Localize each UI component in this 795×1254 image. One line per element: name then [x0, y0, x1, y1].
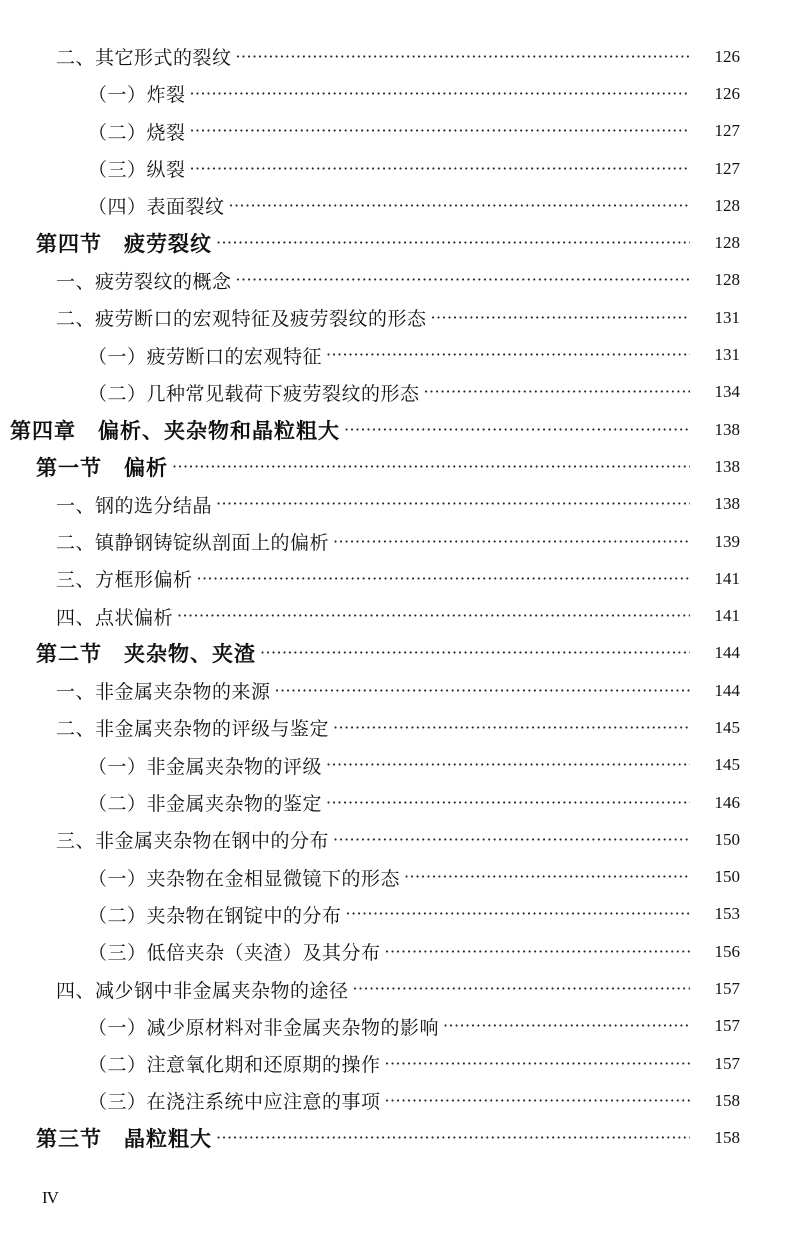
- dot-leader: [236, 46, 690, 68]
- toc-entry-title: 三、非金属夹杂物在钢中的分布: [56, 830, 330, 853]
- toc-entry-subitem: [0, 150, 795, 187]
- dot-leader: [385, 941, 690, 963]
- toc-entry-page-number: 145: [714, 755, 740, 775]
- toc-entry-title: （三）纵裂: [88, 159, 186, 182]
- toc-entry-page-number: 138: [714, 456, 740, 476]
- toc-entry-subitem: [0, 374, 795, 411]
- toc-entry-page-number: 157: [714, 1016, 740, 1036]
- toc-entry-item: [0, 486, 795, 523]
- toc-entry-title: 四、减少钢中非金属夹杂物的途径: [56, 979, 349, 1002]
- page-folio: IV: [42, 1188, 58, 1207]
- toc-entry-title: （二）注意氧化期和还原期的操作: [88, 1054, 381, 1077]
- dot-leader: [385, 1090, 690, 1112]
- toc-entry-title: 第三节 晶粒粗大: [36, 1126, 212, 1152]
- toc-entry-page-number: 150: [714, 867, 740, 887]
- toc-entry-page-number: 150: [714, 829, 740, 849]
- dot-leader: [216, 1127, 690, 1149]
- toc-entry-section: [0, 635, 795, 672]
- dot-leader: [333, 531, 690, 553]
- toc-entry-title: （一）非金属夹杂物的评级: [88, 755, 323, 778]
- toc-entry-page-number: 158: [714, 1128, 740, 1148]
- dot-leader: [275, 680, 690, 702]
- dot-leader: [197, 568, 690, 590]
- toc-entry-item: [0, 560, 795, 597]
- dot-leader: [236, 269, 690, 291]
- toc-entry-page-number: 157: [714, 979, 740, 999]
- dot-leader: [177, 605, 690, 627]
- dot-leader: [404, 866, 690, 888]
- dot-leader: [326, 792, 690, 814]
- toc-entry-title: （一）夹杂物在金相显微镜下的形态: [88, 867, 401, 890]
- toc-entry-subitem: [0, 113, 795, 150]
- toc-entry-page-number: 157: [714, 1053, 740, 1073]
- toc-entry-title: 一、非金属夹杂物的来源: [56, 681, 271, 704]
- dot-leader: [431, 307, 690, 329]
- dot-leader: [216, 232, 690, 254]
- toc-entry-page-number: 158: [714, 1090, 740, 1110]
- toc-entry-page-number: 128: [714, 233, 740, 253]
- toc-entry-title: 二、非金属夹杂物的评级与鉴定: [56, 718, 330, 741]
- toc-entry-page-number: 144: [714, 680, 740, 700]
- dot-leader: [190, 158, 690, 180]
- toc-entry-title: 四、点状偏析: [56, 606, 174, 629]
- dot-leader: [353, 978, 690, 1000]
- toc-entry-section: [0, 448, 795, 485]
- toc-entry-title: （一）减少原材料对非金属夹杂物的影响: [88, 1016, 440, 1039]
- toc-entry-subitem: [0, 859, 795, 896]
- toc-entry-page-number: 156: [714, 941, 740, 961]
- toc-entry-page-number: 144: [714, 643, 740, 663]
- toc-entry-title: （二）几种常见载荷下疲劳裂纹的形态: [88, 382, 420, 405]
- toc-entry-item: [0, 38, 795, 75]
- toc-entry-title: 三、方框形偏析: [56, 569, 193, 592]
- toc-entry-page-number: 126: [714, 83, 740, 103]
- toc-entry-chapter: [0, 411, 795, 448]
- toc-entry-page-number: 134: [714, 382, 740, 402]
- toc-entry-subitem: [0, 896, 795, 933]
- toc-entry-title: （三）低倍夹杂（夹渣）及其分布: [88, 942, 381, 965]
- toc-entry-page-number: 139: [714, 531, 740, 551]
- toc-entry-title: 二、疲劳断口的宏观特征及疲劳裂纹的形态: [56, 308, 427, 331]
- toc-entry-page-number: 128: [714, 195, 740, 215]
- dot-leader: [385, 1053, 690, 1075]
- dot-leader: [346, 903, 690, 925]
- toc-entry-subitem: [0, 933, 795, 970]
- dot-leader: [229, 195, 690, 217]
- toc-entry-title: （一）炸裂: [88, 84, 186, 107]
- toc-entry-item: [0, 299, 795, 336]
- toc-entry-title: 第二节 夹杂物、夹渣: [36, 641, 256, 667]
- toc-entry-section: [0, 224, 795, 261]
- toc-entry-subitem: [0, 75, 795, 112]
- toc-entry-title: 二、镇静钢铸锭纵剖面上的偏析: [56, 532, 330, 554]
- toc-entry-title: （三）在浇注系统中应注意的事项: [88, 1091, 381, 1114]
- toc-entry-subitem: [0, 1082, 795, 1119]
- toc-entry-subitem: [0, 1008, 795, 1045]
- toc-entry-page-number: 131: [714, 307, 740, 327]
- toc-entry-subitem: [0, 747, 795, 784]
- dot-leader: [344, 419, 690, 441]
- toc-entry-title: （二）烧裂: [88, 121, 186, 144]
- dot-leader: [326, 754, 690, 776]
- toc-entry-title: 第一节 偏析: [36, 454, 168, 480]
- toc-entry-subitem: [0, 187, 795, 224]
- toc-entry-page-number: 138: [714, 419, 740, 439]
- dot-leader: [190, 120, 690, 142]
- toc-entry-page-number: 141: [714, 568, 740, 588]
- toc-entry-item: [0, 597, 795, 634]
- toc-entry-page-number: 153: [714, 904, 740, 924]
- toc-entry-page-number: 131: [714, 345, 740, 365]
- table-of-contents: [0, 38, 795, 1157]
- toc-entry-item: [0, 821, 795, 858]
- dot-leader: [424, 381, 690, 403]
- toc-entry-title: （二）非金属夹杂物的鉴定: [88, 793, 323, 816]
- toc-entry-title: 第四节 疲劳裂纹: [36, 231, 212, 257]
- toc-entry-title: 一、疲劳裂纹的概念: [56, 270, 232, 293]
- toc-entry-subitem: [0, 784, 795, 821]
- toc-entry-item: [0, 970, 795, 1007]
- toc-entry-item: [0, 262, 795, 299]
- toc-entry-item: [0, 523, 795, 560]
- toc-entry-title: 一、钢的选分结晶: [56, 494, 213, 517]
- toc-entry-title: （四）表面裂纹: [88, 196, 225, 219]
- toc-entry-page-number: 127: [714, 158, 740, 178]
- toc-entry-page-number: 146: [714, 792, 740, 812]
- toc-entry-title: 第四章 偏析、夹杂物和晶粒粗大: [10, 417, 340, 443]
- toc-entry-page-number: 128: [714, 270, 740, 290]
- toc-entry-page-number: 138: [714, 494, 740, 514]
- toc-entry-page-number: 126: [714, 46, 740, 66]
- toc-entry-subitem: [0, 1045, 795, 1082]
- toc-entry-title: （二）夹杂物在钢锭中的分布: [88, 904, 342, 927]
- toc-entry-section: [0, 1120, 795, 1157]
- toc-entry-page-number: 127: [714, 121, 740, 141]
- toc-entry-page-number: 145: [714, 717, 740, 737]
- dot-leader: [172, 456, 690, 478]
- dot-leader: [443, 1015, 690, 1037]
- toc-entry-title: （一）疲劳断口的宏观特征: [88, 345, 323, 368]
- toc-entry-item: [0, 709, 795, 746]
- toc-entry-title: 二、其它形式的裂纹: [56, 47, 232, 70]
- toc-entry-page-number: 141: [714, 606, 740, 626]
- dot-leader: [333, 829, 690, 851]
- dot-leader: [260, 642, 690, 664]
- toc-entry-item: [0, 672, 795, 709]
- dot-leader: [333, 717, 690, 739]
- dot-leader: [190, 83, 690, 105]
- toc-entry-subitem: [0, 336, 795, 373]
- dot-leader: [326, 344, 690, 366]
- dot-leader: [216, 493, 690, 515]
